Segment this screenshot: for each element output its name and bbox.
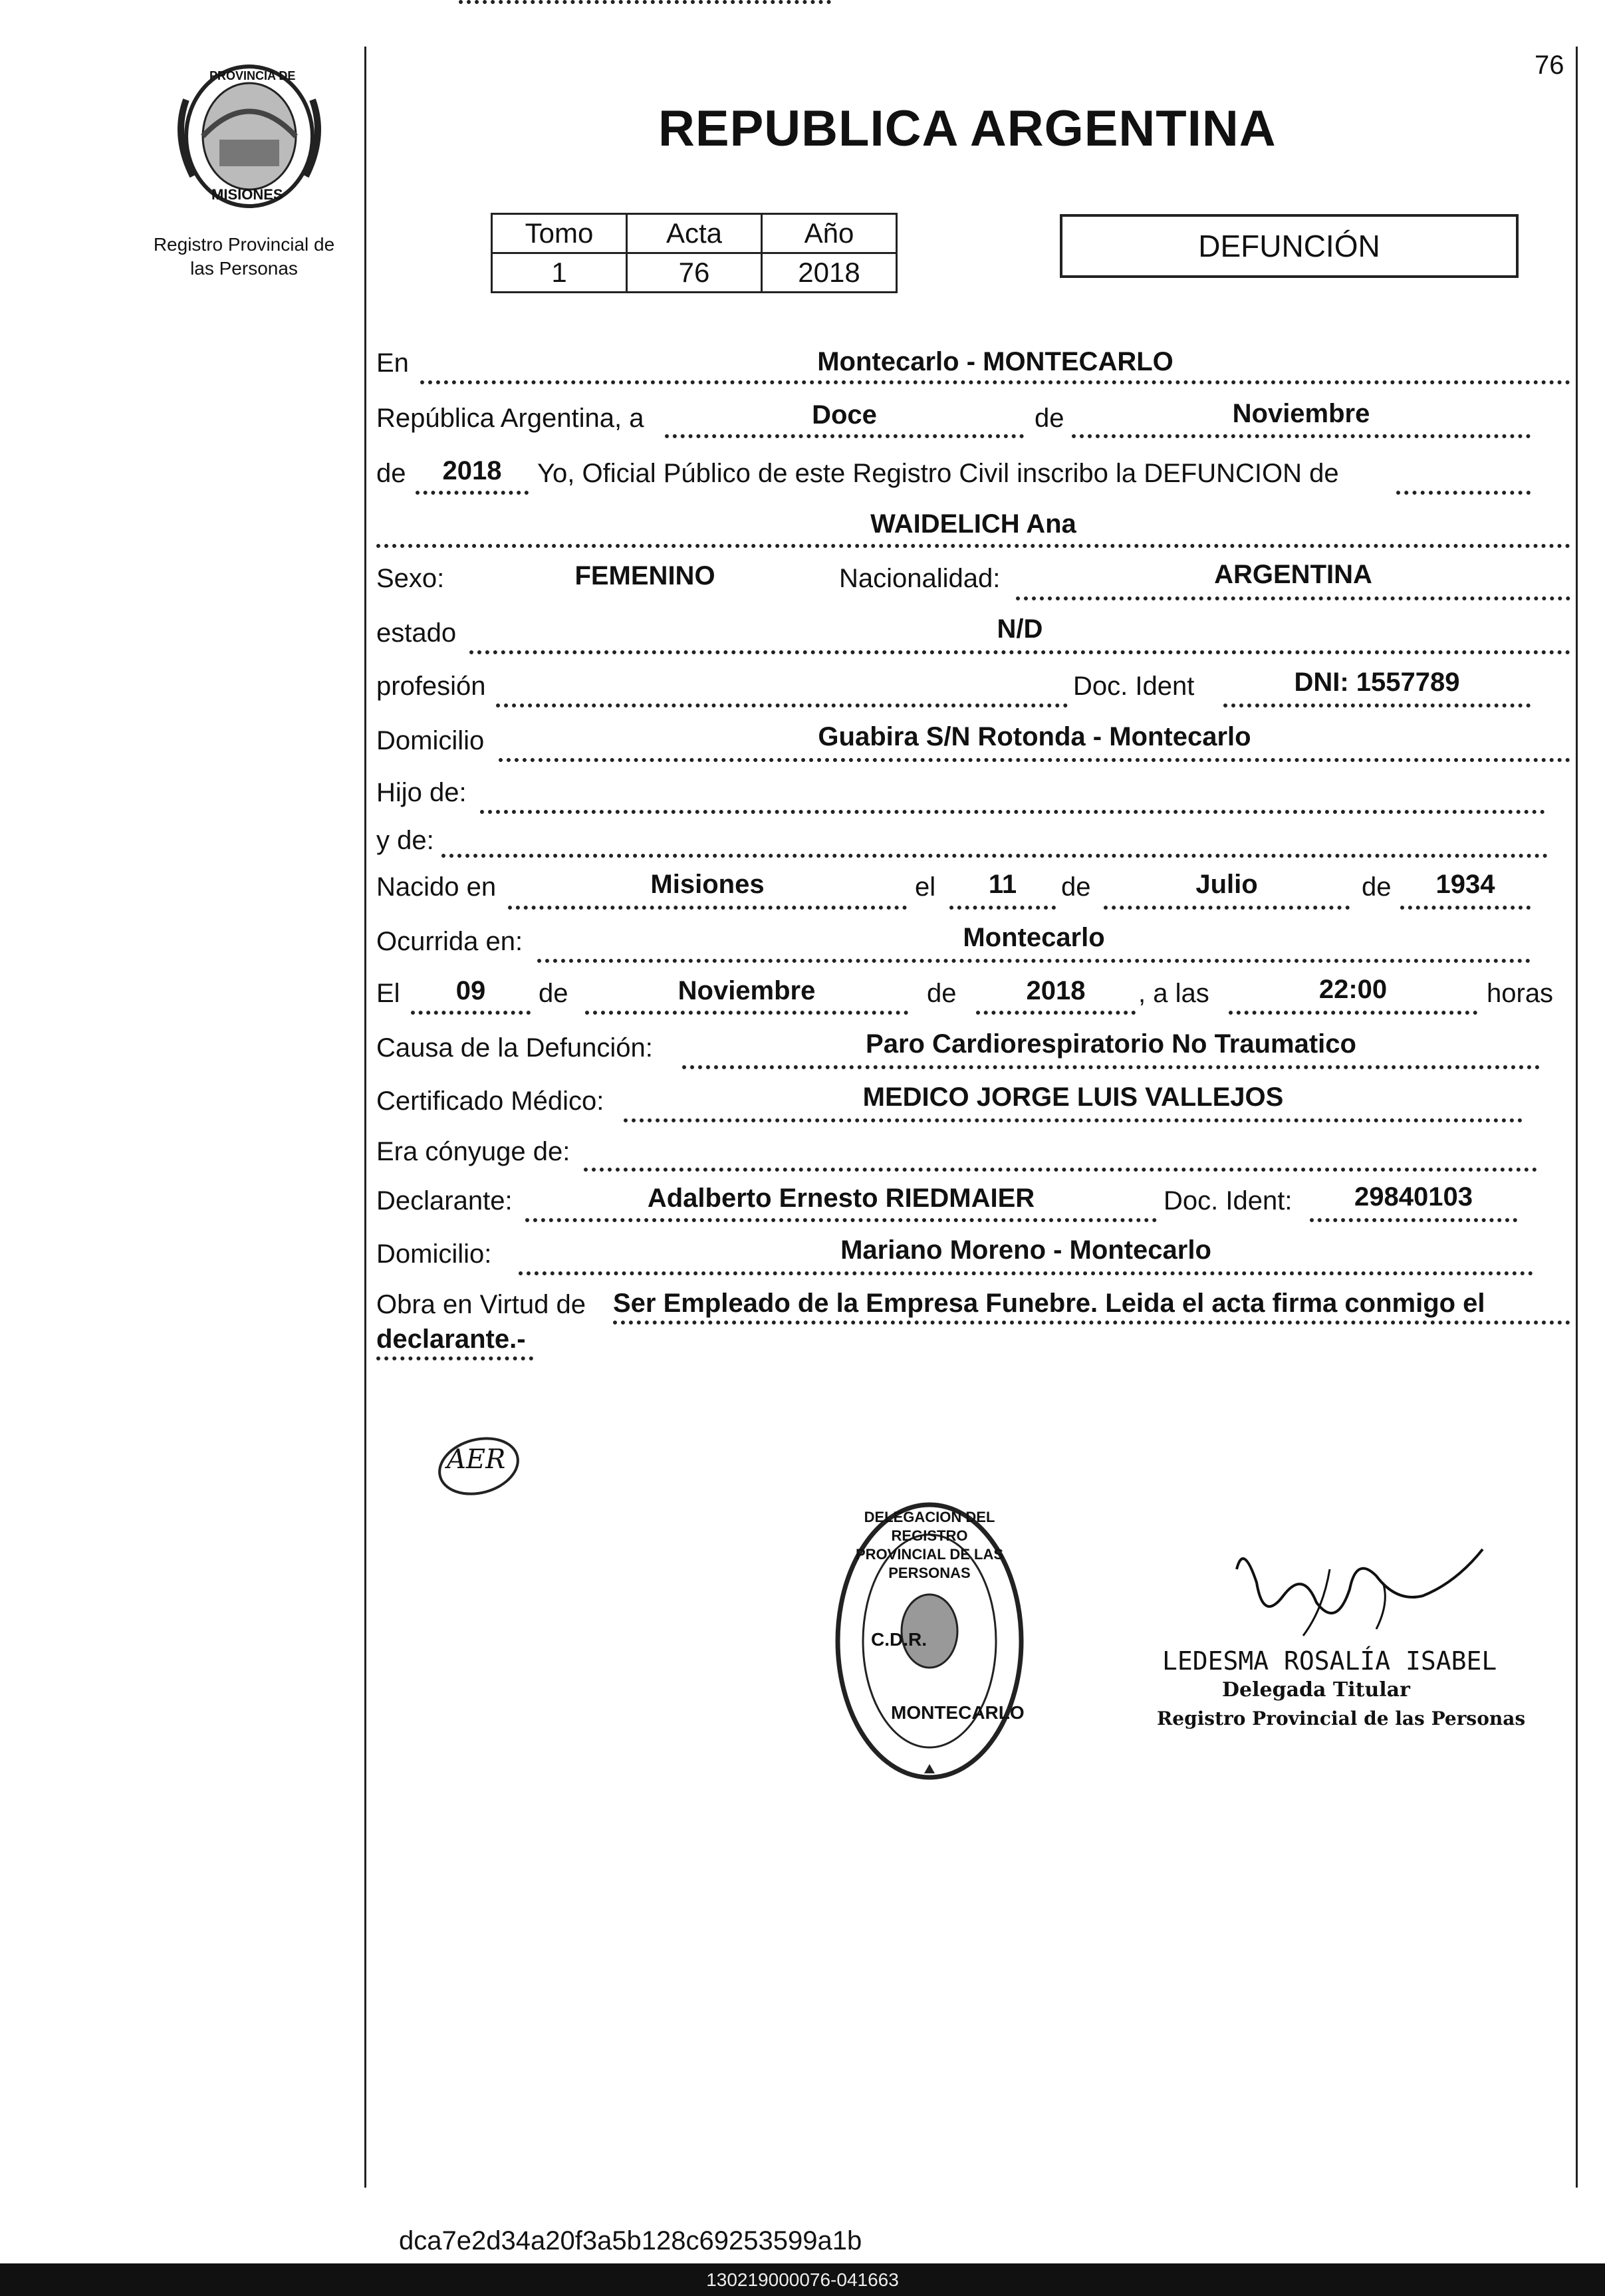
declarante-value: Adalberto Ernesto RIEDMAIER: [647, 1184, 1035, 1213]
nacido-label: Nacido en: [376, 872, 497, 902]
dotted-line: [1400, 906, 1531, 910]
dotted-line: [376, 1356, 533, 1360]
certificado-label: Certificado Médico:: [376, 1086, 604, 1116]
obra-label: Obra en Virtud de: [376, 1290, 586, 1319]
document-hash: dca7e2d34a20f3a5b128c69253599a1b: [399, 2226, 862, 2255]
officer-name: LEDESMA ROSALÍA ISABEL: [1162, 1646, 1497, 1676]
death-day: 09: [455, 976, 486, 1005]
dotted-line: [665, 434, 1024, 438]
sexo-value: FEMENINO: [574, 561, 715, 590]
domicilio-value: Guabira S/N Rotonda - Montecarlo: [818, 722, 1251, 751]
right-border-line: [1576, 47, 1578, 2188]
declarante-doc-value: 29840103: [1354, 1182, 1473, 1212]
doc-ident-label: Doc. Ident:: [1164, 1186, 1293, 1215]
causa-label: Causa de la Defunción:: [376, 1033, 653, 1063]
deceased-name: WAIDELICH Ana: [870, 509, 1076, 539]
en-label: En: [376, 348, 409, 378]
registration-year: 2018: [442, 456, 502, 485]
nacionalidad-value: ARGENTINA: [1214, 560, 1372, 589]
de-label: de: [539, 979, 568, 1008]
dotted-line: [584, 1168, 1537, 1172]
dotted-line: [682, 1065, 1540, 1069]
conyuge-label: Era cónyuge de:: [376, 1137, 570, 1166]
dotted-line: [416, 491, 529, 495]
day-word: Doce: [812, 400, 877, 430]
birth-place: Misiones: [650, 870, 765, 899]
birth-day: 11: [988, 870, 1017, 899]
dotted-line: [499, 758, 1570, 762]
el-label: El: [376, 979, 400, 1008]
dotted-line: [613, 1321, 1570, 1325]
officer-signature: [1223, 1529, 1503, 1649]
republica-label: República Argentina, a: [376, 404, 644, 433]
dotted-line: [1223, 703, 1531, 707]
dotted-line: [1396, 491, 1531, 495]
hijo-label: Hijo de:: [376, 778, 467, 807]
dotted-line: [376, 544, 1570, 548]
estado-label: estado: [376, 618, 457, 648]
dotted-line: [496, 703, 1068, 707]
de-label: de: [376, 459, 406, 488]
death-time: 22:00: [1318, 975, 1388, 1004]
ocurrida-label: Ocurrida en:: [376, 927, 523, 956]
de-label: de: [1035, 404, 1064, 433]
ref-header-tomo: Tomo: [492, 214, 627, 253]
horas-label: horas: [1487, 979, 1554, 1008]
dotted-line: [585, 1011, 908, 1015]
dotted-line: [1072, 434, 1531, 438]
a-las-label: , a las: [1138, 979, 1209, 1008]
dotted-line: [480, 810, 1545, 814]
ref-value-acta: 76: [627, 253, 762, 293]
estado-value: N/D: [997, 614, 1043, 644]
causa-value: Paro Cardiorespiratorio No Traumatico: [866, 1029, 1356, 1059]
sexo-label: Sexo:: [376, 564, 445, 593]
el-label: el: [915, 872, 936, 902]
stamp-inner-left-text: C.D.R.: [871, 1629, 927, 1650]
dotted-line: [976, 1011, 1136, 1015]
officer-title: Delegada Titular: [1222, 1678, 1410, 1702]
de-label: de: [927, 979, 957, 1008]
registration-statement: Yo, Oficial Público de este Registro Civil inscribo la DEFUNCION de: [537, 459, 1339, 488]
ref-value-tomo: 1: [492, 253, 627, 293]
dotted-line: [1104, 906, 1350, 910]
dotted-line: [411, 1011, 531, 1015]
declarante-label: Declarante:: [376, 1186, 513, 1215]
dotted-line: [469, 650, 1570, 654]
dotted-line: [624, 1118, 1523, 1122]
death-month: Noviembre: [678, 976, 816, 1005]
profesion-label: profesión: [376, 672, 486, 701]
obra-value-line2: declarante.-: [376, 1325, 526, 1354]
stamp-inner-bottom-text: MONTECARLO: [891, 1702, 1025, 1723]
de-label: de: [1362, 872, 1392, 902]
certificado-value: MEDICO JORGE LUIS VALLEJOS: [862, 1083, 1284, 1112]
dotted-line: [525, 1218, 1157, 1222]
domicilio-label: Domicilio:: [376, 1239, 492, 1269]
dotted-line: [537, 959, 1531, 963]
doc-ident-value: DNI: 1557789: [1294, 668, 1460, 697]
ref-value-ano: 2018: [762, 253, 897, 293]
death-year: 2018: [1026, 976, 1086, 1005]
dotted-line: [1229, 1011, 1477, 1015]
left-border-line: [364, 47, 366, 2188]
ocurrida-value: Montecarlo: [963, 923, 1105, 952]
ref-header-acta: Acta: [627, 214, 762, 253]
barcode-bar: 130219000076-041663: [0, 2263, 1605, 2296]
dotted-line: [519, 1271, 1533, 1275]
registry-label: Registro Provincial de las Personas: [153, 234, 335, 279]
seal-bottom-text: MISIONES: [211, 186, 283, 203]
birth-year: 1934: [1435, 870, 1495, 899]
officer-organization: Registro Provincial de las Personas: [1157, 1708, 1526, 1729]
ref-header-ano: Año: [762, 214, 897, 253]
de-label: de: [1061, 872, 1091, 902]
dotted-line: [508, 906, 907, 910]
month-word: Noviembre: [1232, 399, 1370, 428]
dotted-line: [459, 0, 831, 4]
nacionalidad-label: Nacionalidad:: [839, 564, 1001, 593]
seal-top-text: PROVINCIA DE: [209, 69, 296, 82]
birth-month: Julio: [1195, 870, 1258, 899]
document-type-box: DEFUNCIÓN: [1060, 214, 1519, 278]
dotted-line: [441, 854, 1548, 858]
declarant-initials: AER: [447, 1444, 506, 1475]
y-de-label: y de:: [376, 826, 434, 855]
page-number: 76: [1535, 51, 1564, 80]
dotted-line: [1310, 1218, 1517, 1222]
en-value: Montecarlo - MONTECARLO: [817, 347, 1173, 376]
reference-table: [491, 213, 898, 293]
domicilio-label: Domicilio: [376, 726, 485, 755]
page-title: REPUBLICA ARGENTINA: [658, 100, 1277, 157]
dotted-line: [420, 380, 1570, 384]
dotted-line: [949, 906, 1056, 910]
dotted-line: [1016, 596, 1570, 600]
obra-value-line1: Ser Empleado de la Empresa Funebre. Leida el acta firma conmigo el: [613, 1289, 1485, 1318]
doc-ident-label: Doc. Ident: [1073, 672, 1195, 701]
domicilio-declarante-value: Mariano Moreno - Montecarlo: [840, 1235, 1211, 1265]
stamp-ring-text: DELEGACION DEL REGISTRO PROVINCIAL DE LAS PERSONAS: [855, 1509, 1004, 1581]
